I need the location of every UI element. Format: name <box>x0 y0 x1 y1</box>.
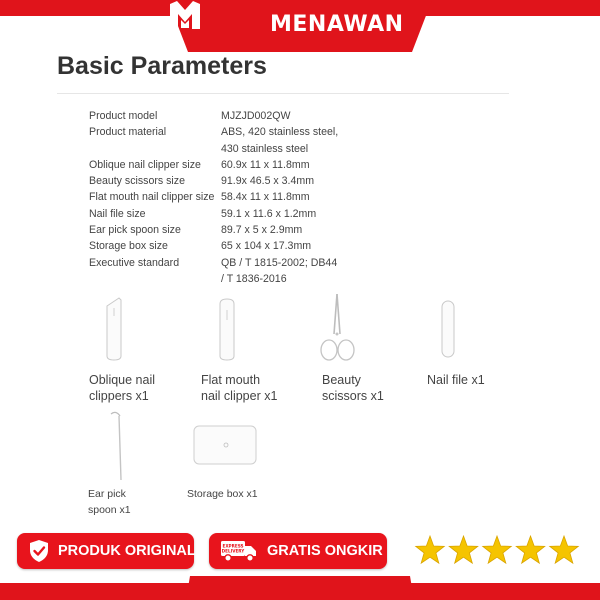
param-row <box>89 124 509 157</box>
param-row <box>89 222 509 238</box>
shield-check-icon <box>26 538 52 564</box>
param-value: 89.7 x 5 x 2.9mm <box>221 224 303 237</box>
storage-box-icon <box>192 424 258 466</box>
param-row <box>89 238 509 254</box>
param-value: 91.9x 46.5 x 3.4mm <box>221 175 315 188</box>
param-row <box>89 173 509 189</box>
param-value: / T 1836-2016 <box>221 272 287 285</box>
param-label: Ear pick spoon size <box>89 224 181 237</box>
scissors-caption <box>322 372 384 404</box>
param-label: Executive standard <box>89 256 180 269</box>
caption-line: Flat mouth <box>201 373 261 387</box>
caption-line: Oblique nail <box>89 373 156 387</box>
ear-pick-spoon-icon <box>108 408 130 484</box>
rating-stars <box>412 530 582 570</box>
param-row <box>89 255 509 288</box>
delivery-truck-icon <box>219 537 259 565</box>
ear-pick-caption <box>88 486 131 518</box>
brand-name: MENAWAN <box>270 12 404 37</box>
star-icon <box>416 536 445 563</box>
param-label: Storage box size <box>89 240 168 253</box>
bottom-red-banner <box>0 576 600 600</box>
flat-nail-clipper-icon <box>212 296 242 364</box>
truck-text-express: EXPRESS <box>222 543 244 549</box>
param-value: 59.1 x 11.6 x 1.2mm <box>221 207 317 220</box>
page-title: Basic Parameters <box>57 52 267 80</box>
star-icon <box>550 536 579 563</box>
param-value: 58.4x 11 x 11.8mm <box>221 191 310 204</box>
badge-label: PRODUK ORIGINAL <box>58 543 196 559</box>
storage-box-caption <box>187 486 258 502</box>
param-value: MJZJD002QW <box>221 110 291 122</box>
star-icon <box>449 536 478 563</box>
caption-line: Storage box x1 <box>187 488 258 500</box>
param-label: Flat mouth nail clipper size <box>89 191 215 204</box>
star-icon <box>516 536 545 563</box>
param-label: Oblique nail clipper size <box>89 158 201 171</box>
param-row <box>89 157 509 173</box>
caption-line: Nail file x1 <box>427 373 485 387</box>
param-row <box>89 189 509 205</box>
caption-line: nail clipper x1 <box>201 389 278 403</box>
menawan-m-logo-icon <box>168 0 202 30</box>
truck-text-delivery: DELIVERY <box>221 548 245 554</box>
nail-file-icon <box>436 298 460 360</box>
flat-clipper-caption <box>201 372 277 404</box>
param-label: Beauty scissors size <box>89 175 185 188</box>
param-value: 430 stainless steel <box>221 142 309 155</box>
param-row <box>89 108 509 124</box>
badge-label: GRATIS ONGKIR <box>267 543 383 559</box>
caption-line: clippers x1 <box>89 389 149 403</box>
title-divider <box>57 93 509 94</box>
parameters-table <box>89 108 509 287</box>
param-label: Product material <box>89 126 167 139</box>
param-value: 60.9x 11 x 11.8mm <box>221 158 310 171</box>
produk-original-badge <box>17 533 194 569</box>
caption-line: Beauty <box>322 373 361 387</box>
caption-line: spoon x1 <box>88 504 131 516</box>
brand-banner <box>168 0 432 52</box>
param-row <box>89 206 509 222</box>
star-icon <box>483 536 512 563</box>
caption-line: scissors x1 <box>322 389 384 403</box>
beauty-scissors-icon <box>315 292 359 364</box>
param-label: Product model <box>89 110 158 122</box>
oblique-clipper-caption <box>89 372 155 404</box>
param-value: QB / T 1815-2002; DB44 <box>221 256 338 269</box>
nail-file-caption <box>427 372 485 388</box>
param-value: 65 x 104 x 17.3mm <box>221 240 312 253</box>
caption-line: Ear pick <box>88 488 126 500</box>
param-label: Nail file size <box>89 207 146 220</box>
gratis-ongkir-badge <box>209 533 387 569</box>
param-value: ABS, 420 stainless steel, <box>221 126 339 139</box>
oblique-nail-clipper-icon <box>100 294 130 364</box>
